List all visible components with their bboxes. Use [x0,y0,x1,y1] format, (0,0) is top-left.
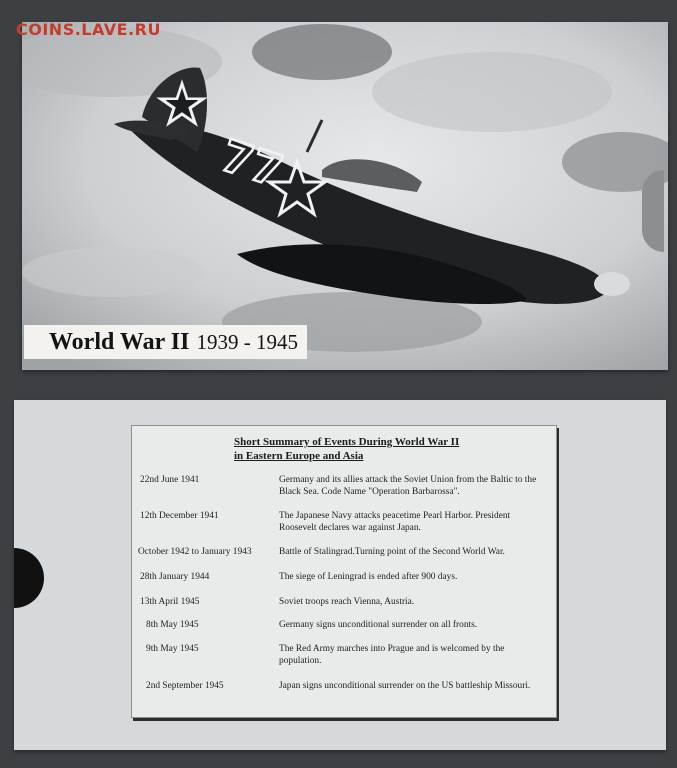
card-notch [14,548,44,608]
event-date: 22nd June 1941 [140,475,200,485]
event-date: 9th May 1945 [146,644,199,654]
cover-title-label [24,325,307,359]
aircraft-number: 77 [214,130,289,198]
event-text: Germany and its allies attack the Soviet Union from the Baltic to the Black Sea. Code Name "Operation Barbarossa". [279,475,537,497]
summary-title-line: Short Summary of Events During World War II [234,436,460,448]
summary-title-line: in Eastern Europe and Asia [234,450,364,462]
summary-panel [131,425,557,718]
event-text: The Japanese Navy attacks peacetime Pearl Harbor. President Roosevelt declares war against Japan. [279,511,511,533]
event-date: 8th May 1945 [146,620,199,630]
event-date: 12th December 1941 [140,511,219,521]
summary-card [14,400,666,750]
cover-years: 1939 - 1945 [196,329,298,354]
event-text: Japan signs unconditional surrender on the US battleship Missouri. [279,681,531,691]
summary-title [234,435,534,463]
event-text: The Red Army marches into Prague and is welcomed by the population. [279,644,505,666]
event-date: 13th April 1945 [140,597,200,607]
event-date: October 1942 to January 1943 [138,547,252,557]
event-text: The siege of Leningrad is ended after 900 days. [279,572,458,582]
event-date: 2nd September 1945 [146,681,224,691]
aircraft-photo [22,22,668,370]
cover-title: World War II [49,328,190,355]
event-text: Soviet troops reach Vienna, Austria. [279,597,415,607]
event-date: 28th January 1944 [140,572,210,582]
event-text: Battle of Stalingrad.Turning point of the Second World War. [279,547,505,557]
watermark: COINS.LAVE.RU [16,20,161,39]
event-text: Germany signs unconditional surrender on all fronts. [279,620,478,630]
cover-card [22,22,668,370]
card-notch [642,170,664,252]
